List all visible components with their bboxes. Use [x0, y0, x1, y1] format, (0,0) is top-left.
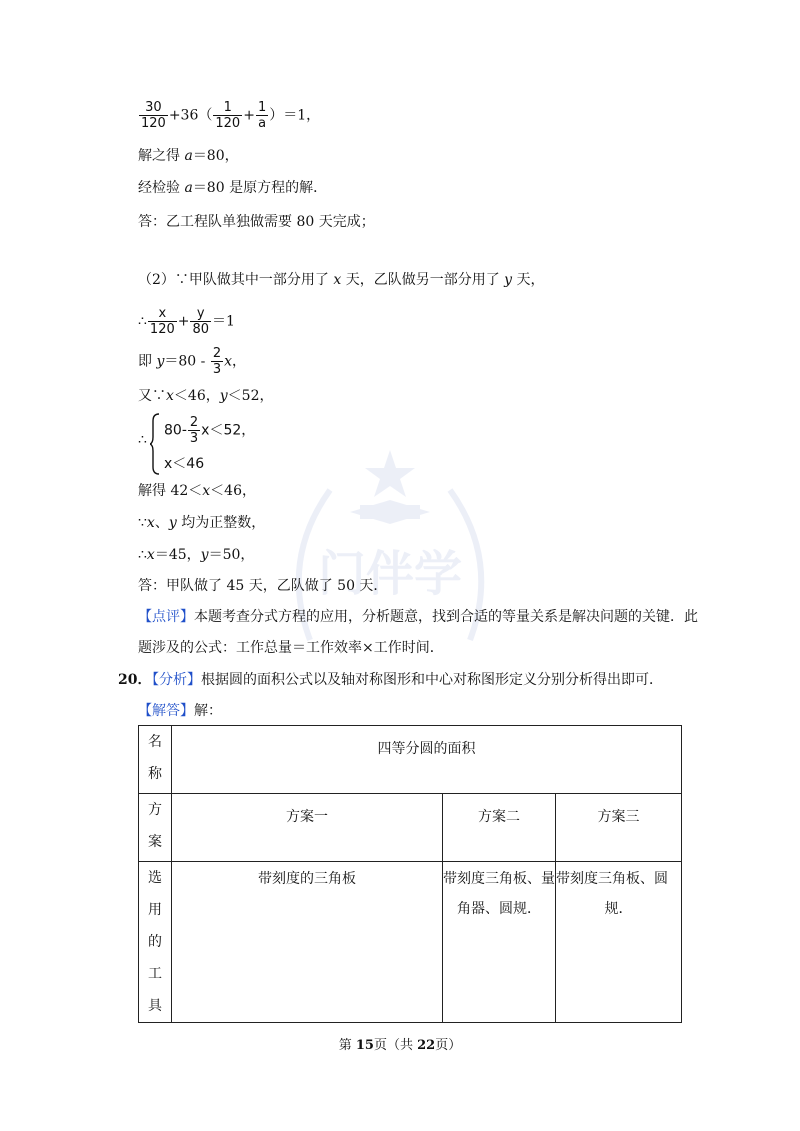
row-header-plan	[139, 794, 172, 862]
text: +	[243, 107, 255, 124]
fraction-denominator: 80	[192, 322, 210, 337]
total-pages: 22	[417, 1038, 436, 1053]
watermark-text: 门伴学	[317, 546, 463, 602]
fraction-numerator: 1	[257, 100, 267, 115]
fraction-denominator: 3	[212, 362, 222, 377]
variable: y	[168, 515, 177, 531]
inequality-row-2: x＜46	[164, 456, 205, 472]
variable: a	[184, 148, 193, 164]
fraction-numerator: 30	[139, 100, 168, 116]
text: 带刻度的三角板	[258, 871, 356, 887]
text: ，	[232, 353, 247, 370]
comment-tag: 【点评】	[138, 609, 194, 625]
equation-line-2	[138, 306, 235, 337]
text: 带刻度三角板、量	[443, 871, 555, 887]
text: 解：	[194, 703, 222, 719]
answer-tag: 【解答】	[138, 703, 194, 719]
text: ∵	[138, 515, 147, 531]
text: 页）	[435, 1038, 462, 1053]
table-row	[139, 862, 682, 1023]
variable: y	[504, 272, 513, 288]
variable: a	[184, 180, 193, 196]
text: 名	[148, 734, 162, 750]
plan-two-tools	[443, 862, 556, 1023]
variable: x	[146, 547, 155, 563]
text: 根据圆的面积公式以及轴对称图形和中心对称图形定义分别分析得出即可．	[201, 672, 663, 688]
plans-table	[138, 725, 682, 1023]
text: 的	[148, 934, 162, 950]
fraction-denominator: 120	[141, 116, 166, 131]
text: 方	[148, 802, 162, 818]
text: 用	[148, 902, 162, 918]
text: ＜46，	[173, 388, 220, 404]
text: 解得 42＜	[138, 483, 203, 499]
integer-line	[138, 513, 265, 533]
text: 选	[148, 870, 162, 886]
table-row	[139, 794, 682, 862]
text: 工	[148, 966, 162, 982]
plan-three-tools	[556, 862, 682, 1023]
row-header-name	[139, 726, 172, 794]
text: +36（	[168, 107, 213, 124]
therefore-symbol: ∴	[138, 432, 147, 448]
text: ，	[241, 422, 256, 439]
fraction-denominator: a	[258, 116, 267, 131]
text: 具	[148, 998, 162, 1014]
answer-intro	[138, 701, 222, 721]
variable: y	[219, 388, 228, 404]
question-number: 20．	[118, 672, 152, 688]
comment-line	[138, 607, 698, 627]
title-cell: 四等分圆的面积	[172, 726, 682, 794]
analysis-tag: 【分析】	[145, 672, 201, 688]
answer-line-2: 答：甲队做了 45 天，乙队做了 50 天．	[138, 578, 388, 594]
text: 角器、圆规．	[457, 901, 541, 917]
variable: x	[202, 483, 211, 499]
text: 即	[138, 353, 157, 370]
text: 天，乙队做另一部分用了	[341, 272, 505, 288]
fraction-numerator: 2	[212, 346, 222, 361]
text: ＜46，	[210, 483, 256, 499]
result-line	[138, 481, 256, 501]
text: ∴	[138, 547, 147, 563]
page-number: 15	[355, 1038, 374, 1053]
text: 、	[154, 515, 169, 531]
text: 规．	[604, 901, 633, 917]
text: 称	[148, 766, 162, 782]
text: ∴	[138, 313, 147, 330]
analysis-line	[145, 670, 663, 690]
plan-two-header: 方案二	[443, 794, 556, 862]
plan-three-header: 方案三	[556, 794, 682, 862]
text: +	[177, 313, 190, 330]
text: 天，	[512, 272, 545, 288]
row-header-tools	[139, 862, 172, 1023]
page-footer	[0, 1034, 800, 1053]
fraction-numerator: y	[190, 306, 211, 322]
text: 第	[338, 1038, 356, 1053]
text: 经检验	[138, 180, 185, 196]
variable: x	[146, 515, 155, 531]
text: x＜52	[201, 422, 242, 439]
text: 均为正整数，	[176, 515, 266, 531]
text: ＝50，	[208, 547, 255, 563]
text: ＝80 -	[164, 353, 210, 370]
text: 案	[148, 834, 162, 850]
variable: x	[224, 353, 233, 370]
part2-intro	[138, 270, 545, 290]
inequality-row-1	[164, 415, 255, 446]
text: 页（共	[373, 1038, 418, 1053]
condition-line	[138, 386, 273, 406]
variable: y	[156, 353, 165, 370]
verification-line	[138, 178, 327, 198]
fraction-denominator: 120	[215, 116, 241, 131]
text: ）＝1，	[269, 107, 321, 124]
comment-line-2: 题涉及的公式：工作总量＝工作效率×工作时间．	[138, 640, 444, 656]
fraction-denominator: 3	[189, 431, 199, 446]
text: 本题考查分式方程的应用，分析题意，找到合适的等量关系是解决问题的关键．此	[194, 609, 698, 625]
text: ＝80 是原方程的解．	[192, 180, 328, 196]
text: （2）∵甲队做其中一部分用了	[138, 272, 334, 288]
equation-line-1	[138, 100, 320, 131]
plan-one-header: 方案一	[172, 794, 443, 862]
fraction-numerator: 1	[213, 100, 242, 116]
text: ＝80，	[192, 148, 239, 164]
fraction-numerator: 2	[189, 415, 199, 430]
plan-one-tools	[172, 862, 443, 1023]
answer-line-1: 答：乙工程队单独做需要 80 天完成；	[138, 214, 375, 230]
text: 80-	[164, 422, 187, 439]
text: 带刻度三角板、圆	[556, 871, 668, 887]
fraction-denominator: 120	[149, 322, 175, 337]
text: ＝1	[212, 313, 235, 330]
text: ＜52，	[227, 388, 274, 404]
values-line	[138, 545, 254, 565]
table-row	[139, 726, 682, 794]
variable: x	[333, 272, 342, 288]
text: 又∵	[138, 388, 166, 404]
text: 解之得	[138, 148, 185, 164]
text: ＝45，	[154, 547, 201, 563]
fraction-numerator: x	[148, 306, 177, 322]
brace-icon	[150, 413, 160, 475]
variable: x	[166, 388, 174, 404]
variable: y	[200, 547, 209, 563]
solution-line	[138, 146, 239, 166]
equation-line-3	[138, 346, 246, 377]
